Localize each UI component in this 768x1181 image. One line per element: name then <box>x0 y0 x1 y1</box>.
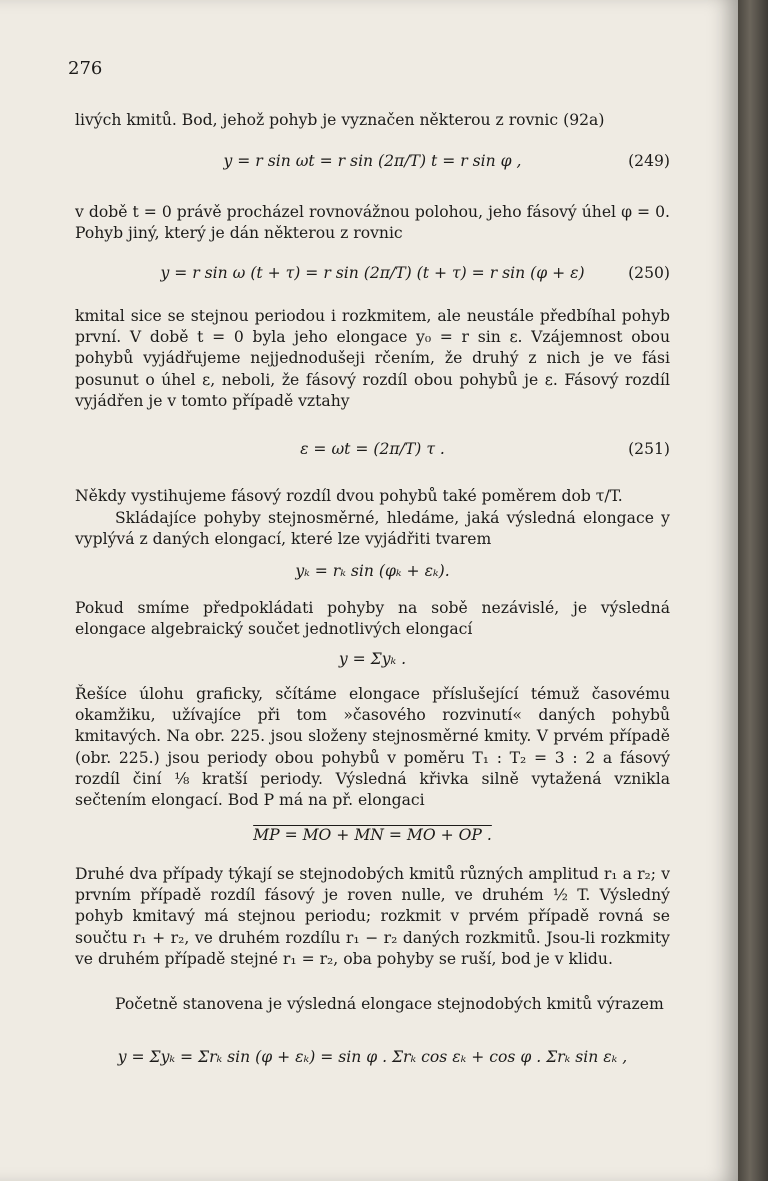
equation-250-expr: y = r sin ω (t + τ) = r sin (2π/T) (t + τ) = r sin (φ + ε) <box>160 264 585 282</box>
paragraph-phase-difference: kmital sice se stejnou periodou i rozkmitem, ale neustále předbíhal pohyb první. V době t = 0 byla jeho elongace y₀ = r sin ε. Vzájemnost obou pohybů vyjádřujeme nejjednodušeji rčením, že druhý z nich je ve fási posunut o úhel ε, neboli, že fásový rozdíl obou pohybů je ε. Fásový rozdíl vyjádřen je v tomto případě vztahy <box>75 307 670 410</box>
equation-251-expr: ε = ωt = (2π/T) τ . <box>300 440 445 458</box>
equation-final-expr: y = Σyₖ = Σrₖ sin (φ + εₖ) = sin φ . Σrₖ cos εₖ + cos φ . Σrₖ sin εₖ , <box>117 1048 628 1066</box>
equation-mp-expr: MP = MO + MN = MO + OP . <box>253 826 492 844</box>
equation-249 <box>75 148 670 176</box>
equation-249-expr: y = r sin ωt = r sin (2π/T) t = r sin φ , <box>223 152 522 170</box>
equation-251-number: (251) <box>628 440 670 458</box>
paragraph-intro: livých kmitů. Bod, jehož pohyb je vyznačen některou z rovnic (92a) <box>75 111 605 129</box>
equation-251 <box>75 436 670 464</box>
paragraph-graphic: Řešíce úlohu graficky, sčítáme elongace příslušející témuž časovému okamžiku, užívajíce při tom »časového rozvinutí« daných pohybů kmitavých. Na obr. 225. jsou složeny stejnosměrné kmity. V prvém případě (obr. 225.) jsou periody obou pohybů v poměru T₁ : T₂ = 3 : 2 a fásový rozdíl činí ⅛ kratší periody. Výsledná křivka silně vytažená vznikla sečtením elongací. Bod P má na př. elongaci <box>75 685 670 810</box>
equation-250-number: (250) <box>628 264 670 282</box>
paragraph-amplitudes: Druhé dva případy týkají se stejnodobých kmitů různých amplitud r₁ a r₂; v prvním případě rozdíl fásový je roven nulle, ve druhém ½ T. Výsledný pohyb kmitavý má stejnou periodu; rozkmit v prvém případě rovná se součtu r₁ + r₂, ve druhém rozdílu r₁ − r₂ daných rozkmitů. Jsou-li rozkmity ve druhém případě stejné r₁ = r₂, oba pohyby se ruší, bod je v klidu. <box>75 865 670 968</box>
equation-250 <box>75 260 670 288</box>
equation-yk-expr: yₖ = rₖ sin (φₖ + εₖ). <box>295 562 450 580</box>
paragraph-composition: Skládajíce pohyby stejnosměrné, hledáme, jaká výsledná elongace y vyplývá z daných elongací, které lze vyjádřiti tvarem <box>75 509 670 549</box>
paragraph-independent: Pokud smíme předpokládati pohyby na sobě nezávislé, je výsledná elongace algebraický součet jednotlivých elongací <box>75 599 670 639</box>
equation-sum-expr: y = Σyₖ . <box>338 650 407 668</box>
equation-mp <box>75 822 670 850</box>
paragraph-computation: Početně stanovena je výsledná elongace stejnodobých kmitů výrazem <box>115 995 664 1013</box>
equation-final <box>75 1044 670 1072</box>
book-spine-edge <box>738 0 768 1181</box>
page-number: 276 <box>68 58 103 79</box>
paragraph-phase: v době t = 0 právě procházel rovnovážnou polohou, jeho fásový úhel φ = 0. Pohyb jiný, který je dán některou z rovnic <box>75 203 670 243</box>
equation-sum <box>75 646 670 674</box>
equation-249-number: (249) <box>628 152 670 170</box>
paragraph-ratio: Někdy vystihujeme fásový rozdíl dvou pohybů také poměrem dob τ/T. <box>75 487 623 505</box>
equation-yk <box>75 558 670 586</box>
